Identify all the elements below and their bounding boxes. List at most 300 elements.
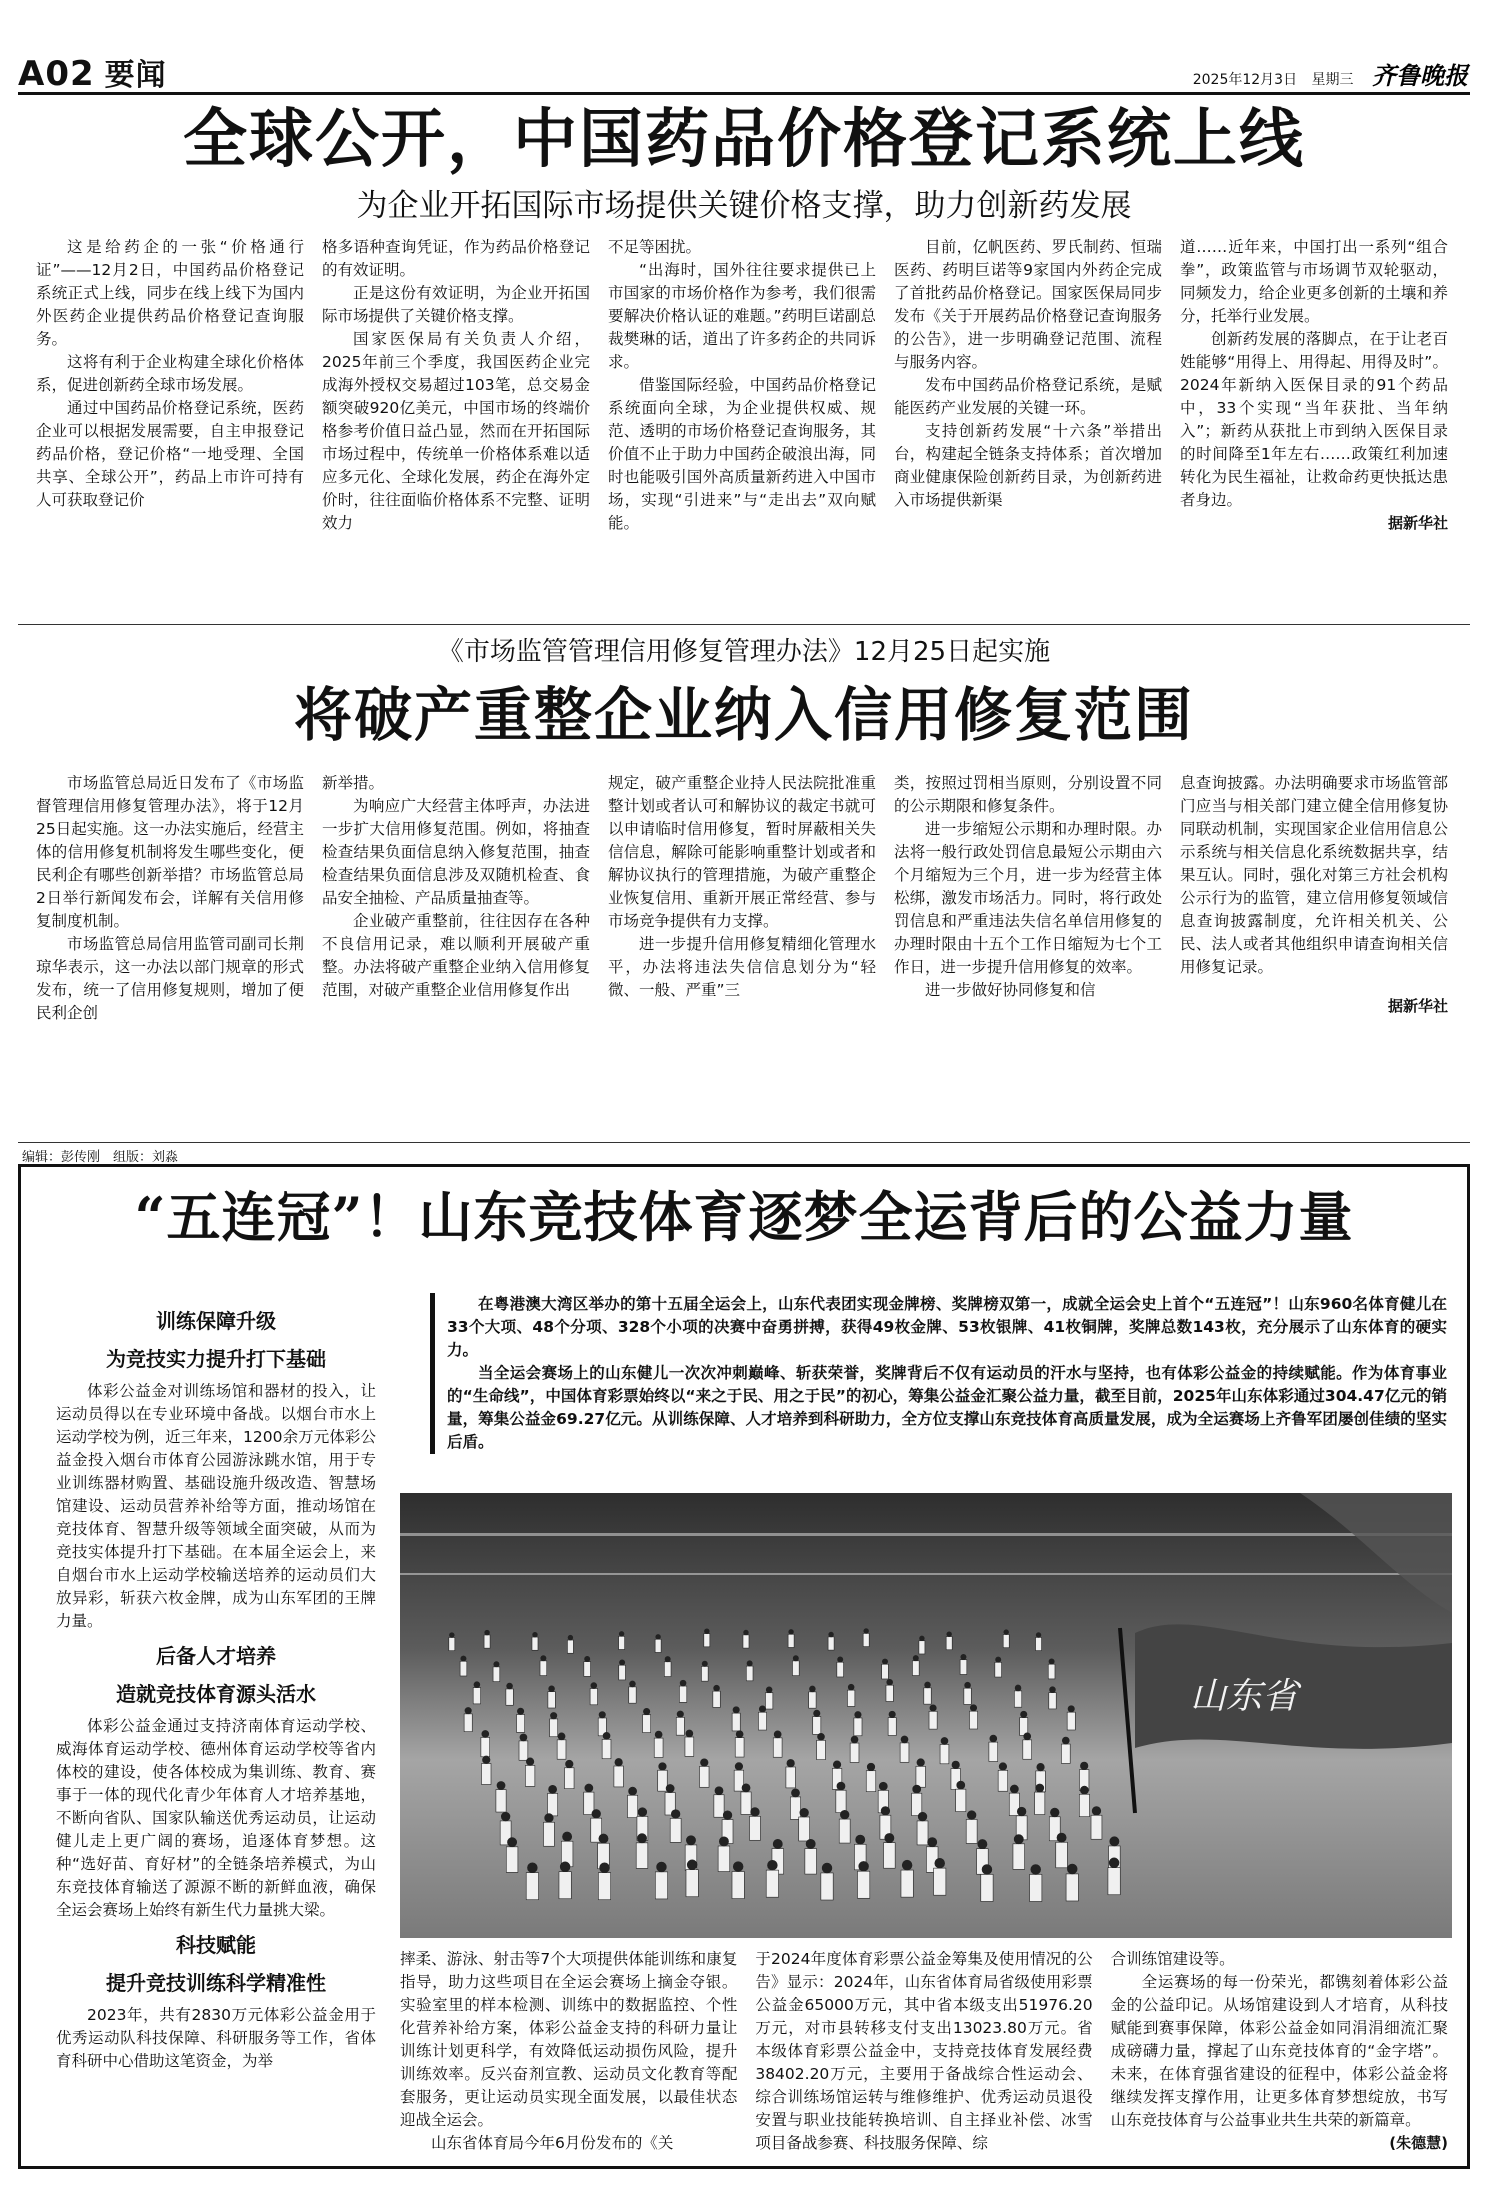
athlete-figure <box>643 1715 651 1733</box>
athlete-head <box>541 1656 546 1661</box>
athlete-figure <box>836 1790 846 1812</box>
section-text: 体彩公益金对训练场馆和器材的投入，让运动员得以在专业环境中备战。以烟台市水上运动学校为例，近三年来，1200余万元体彩公益金投入烟台市体育公园游泳跳水馆，用于专业训练器材购置、基础设施升级改造、智慧场馆建设、运动员营养补给等方面，推动场馆在竞技体育、智慧升级等领域全面突破，从而为竞技实体提升打下基础。在本届全运会上，来自烟台市水上运动学校输送培养的运动员们大放异彩，斩获六枚金牌，成为山东军团的王牌力量。 <box>56 1382 376 1630</box>
athlete-head <box>990 1735 997 1742</box>
athlete-figure <box>664 1662 671 1677</box>
athlete-head <box>565 1760 573 1768</box>
athlete-head <box>665 1656 670 1661</box>
athlete-figure <box>1014 1691 1021 1707</box>
athlete-head <box>742 1784 750 1792</box>
story1-column: 这是给药企的一张“价格通行证”——12月2日，中国药品价格登记系统正式上线，同步在线上线下为国内外医药企业提供药品价格登记查询服务。 这将有利于企业构建全球化价格体系，促进创新药全球市场发展。 通过中国药品价格登记系统，医药企业可以根据发展需要，自主申报登记药品价格，登记价格“一地受理、全国共享、全球公开”，药品上市许可持有人可获取登记价 <box>36 238 304 509</box>
athlete-head <box>549 1686 555 1692</box>
athlete-figure <box>619 1636 625 1649</box>
athlete-figure <box>1056 1842 1068 1868</box>
athlete-figure <box>828 1637 834 1650</box>
athlete-head <box>549 1785 557 1793</box>
athlete-head <box>686 1730 693 1737</box>
athlete-figure <box>857 1871 869 1898</box>
athlete-figure <box>700 1766 710 1787</box>
athlete-figure <box>636 1843 648 1869</box>
story3-lead: 在粤港澳大湾区举办的第十五届全运会上，山东代表团实现金牌榜、奖牌榜双第一，成就全运会史上首个“五连冠”！山东960名体育健儿在33个大项、48个分项、328个小项的决赛中奋勇拼搏，获得49枚金牌、53枚银牌、41枚铜牌，奖牌总数143枚，充分展示了山东体育的硬实力。 当全运会赛场上的山东健儿一次次冲刺巅峰、斩获荣誉，奖牌背后不仅有运动员的汗水与坚持，也有体彩公益金的持续赋能。作为体育事业的“生命线”，中国体育彩票始终以“来之于民、用之于民”的初心，筹集公益金汇聚公益力量，截至目前，2025年山东体彩通过304.47亿元的销量，筹集公益金69.27亿元。从训练保障、人才培养到科研助力，全方位支撑山东竞技体育高质量发展，成为全运赛场上齐鲁军团屡创佳绩的坚实后盾。 <box>430 1293 1447 1454</box>
athlete-figure <box>676 1717 684 1735</box>
athlete-figure <box>998 1770 1008 1791</box>
weekday: 星期三 <box>1311 72 1354 88</box>
athlete-head <box>677 1711 683 1717</box>
athlete-figure <box>1023 1740 1032 1759</box>
section-heading: 训练保障升级 <box>156 1309 276 1333</box>
athlete-figure <box>1066 1874 1078 1901</box>
athlete-head <box>1049 1659 1054 1664</box>
athlete-figure <box>981 1874 993 1901</box>
athlete-head <box>913 1785 921 1793</box>
athlete-figure <box>809 1692 816 1708</box>
athlete-head <box>719 1837 728 1846</box>
athlete-figure <box>567 1640 573 1653</box>
athlete-figure <box>817 1740 826 1759</box>
athlete-head <box>1036 1784 1044 1792</box>
athlete-head <box>1036 1633 1041 1638</box>
athlete-head <box>560 1862 570 1872</box>
athlete-figure <box>956 1789 966 1811</box>
section-heading: 后备人才培养 <box>156 1644 276 1668</box>
athlete-head <box>817 1733 824 1740</box>
athlete-head <box>774 1731 781 1738</box>
athlete-figure <box>917 1821 928 1845</box>
athlete-head <box>791 1789 799 1797</box>
athlete-head <box>585 1784 593 1792</box>
athlete-figure <box>788 1634 794 1647</box>
athlete-head <box>809 1686 815 1692</box>
story1-column: 不足等困扰。 “出海时，国外往往要求提供已上市国家的市场价格作为参考，我们很需要解决价格认证的难题。”药明巨诺副总裁樊琳的话，道出了许多药企的共同诉求。 借鉴国际经验，中国药品价格登记系统面向全球，为企业提供权威、规范、透明的市场价格登记查询服务，其价值不止于助力中国药企破浪出海，同时也能吸引国外高质量新药进入中国市场，实现“引进来”与“走出去”双向赋能。 <box>608 238 876 532</box>
athlete-head <box>800 1808 809 1817</box>
athlete-head <box>913 1655 918 1660</box>
athlete-figure <box>863 1633 869 1646</box>
athlete-figure <box>792 1661 799 1676</box>
athlete-figure <box>1049 1693 1056 1709</box>
athlete-head <box>461 1656 466 1661</box>
athlete-head <box>789 1629 794 1634</box>
athlete-figure <box>526 1873 538 1900</box>
section-name: 要闻 <box>104 58 167 93</box>
athlete-figure <box>718 1846 730 1872</box>
athlete-figure <box>713 1691 720 1707</box>
athlete-head <box>833 1761 841 1769</box>
athlete-figure <box>493 1667 500 1682</box>
athlete-head <box>838 1657 843 1662</box>
athlete-figure <box>540 1661 547 1676</box>
athlete-head <box>603 1732 610 1739</box>
athlete-head <box>656 1634 661 1639</box>
athlete-head <box>591 1683 597 1689</box>
athlete-head <box>449 1633 454 1638</box>
athlete-figure <box>946 1637 952 1650</box>
page-header <box>18 50 167 94</box>
athlete-head <box>1080 1786 1088 1794</box>
athlete-head <box>550 1712 556 1718</box>
athlete-figure <box>598 1873 610 1900</box>
athlete-figure <box>704 1634 710 1647</box>
athlete-figure <box>966 1819 977 1843</box>
athlete-figure <box>934 1868 946 1895</box>
page-number: A02 <box>18 54 95 94</box>
athlete-head <box>887 1679 893 1685</box>
athlete-figure <box>481 1737 490 1756</box>
athlete-figure <box>481 1764 491 1785</box>
athlete-head <box>494 1662 499 1667</box>
athlete-head <box>864 1629 869 1634</box>
section-text: 2023年，共有2830万元体彩公益金用于优秀运动队科技保障、科研服务等工作，省体育科研中心借助这笔资金，为举 <box>56 2006 376 2070</box>
athlete-head <box>736 1731 743 1738</box>
story2-headline: 将破产重整企业纳入信用修复范围 <box>293 681 1194 749</box>
athlete-head <box>822 1863 832 1873</box>
athlete-head <box>638 1808 647 1817</box>
athlete-figure <box>882 1664 889 1679</box>
athlete-figure <box>805 1849 817 1875</box>
athlete-head <box>715 1787 723 1795</box>
athlete-head <box>747 1661 752 1666</box>
athlete-head <box>723 1811 732 1820</box>
newspaper-logo: 齐鲁晚报 <box>1372 62 1468 90</box>
athlete-head <box>619 1660 624 1665</box>
athlete-figure <box>741 1792 751 1814</box>
section-subheading: 为竞技实力提升打下基础 <box>106 1347 326 1371</box>
section-text: 体彩公益金通过支持济南体育运动学校、威海体育运动学校、德州体育运动学校等省内体校的建设，使各体校成为集训练、教育、赛事于一体的现代化青少年体育人才培养基地，不断向省队、国家队输送优秀运动员，让运动健儿走上更广阔的赛场，追逐体育梦想。这种“选好苗、育好材”的全链条培养模式，为山东竞技体育输送了源源不断的新鲜血液，确保全运会赛场上始终有新生代力量挑大梁。 <box>56 1717 376 1919</box>
story2-credit: 据新华社 <box>1387 997 1448 1015</box>
athlete-head <box>1057 1833 1066 1842</box>
athlete-head <box>507 1838 516 1847</box>
athlete-figure <box>888 1718 896 1736</box>
athlete-head <box>787 1759 795 1767</box>
athlete-head <box>957 1781 965 1789</box>
athlete-head <box>1080 1762 1088 1770</box>
athlete-figure <box>473 1688 480 1704</box>
story2-column: 规定，破产重整企业持人民法院批准重整计划或者认可和解协议的裁定书就可以申请临时信用修复，暂时屏蔽相关失信信息，解除可能影响重整计划或者和解协议执行的管理措施，为破产重整企业恢复信用、重新开展正常经营、参与市场竞争提供有力支撑。 进一步提升信用修复精细化管理水平，办法将违法失信信息划分为“轻微、一般、严重”三 <box>608 774 876 999</box>
story-divider <box>18 624 1470 625</box>
athlete-head <box>562 1832 571 1841</box>
athlete-head <box>1050 1808 1059 1817</box>
athlete-figure <box>766 1870 778 1897</box>
story3-bottom <box>400 1948 1448 2164</box>
athlete-head <box>996 1657 1001 1662</box>
athlete-figure <box>746 1666 753 1681</box>
athlete-head <box>533 1632 538 1637</box>
athlete-head <box>867 1763 875 1771</box>
athlete-head <box>526 1758 534 1766</box>
athlete-head <box>751 1808 760 1817</box>
story3-column: 摔柔、游泳、射击等7个大项提供体能训练和康复指导，助力这些项目在全运会赛场上摘金夺银。实验室里的样本检测、训练中的数据监控、个性化营养补给方案，体彩公益金支持的科研力量让训练计划更科学，有效降低运动损伤风险，提升训练效率。反兴奋剂宣教、运动员文化教育等配套服务，更让运动员实现全面发展，以最佳状态迎战全运会。 山东省体育局今年6月份发布的《关 <box>400 1950 738 2152</box>
athlete-figure <box>735 1738 744 1757</box>
athlete-head <box>671 1810 680 1819</box>
athlete-figure <box>837 1662 844 1677</box>
athlete-head <box>592 1809 601 1818</box>
athlete-figure <box>1030 1874 1042 1901</box>
athlete-head <box>501 1812 510 1821</box>
athlete-head <box>687 1860 697 1870</box>
athlete-head <box>881 1807 890 1816</box>
story2-column: 类，按照过罚相当原则，分别设置不同的公示期限和修复条件。 进一步缩短公示期和办理时限。办法将一般行政处罚信息最短公示期由六个月缩短为三个月，进一步为经营主体松绑，激发市场活力。同时，将行政处罚信息和严重违法失信名单信用修复的办理时限由十五个工作日缩短为七个工作日，进一步提升信用修复的效率。 进一步做好协同修复和信 <box>894 774 1162 999</box>
athlete-head <box>902 1860 912 1870</box>
athlete-head <box>889 1711 895 1717</box>
athlete-figure <box>854 1718 862 1736</box>
athlete-figure <box>758 1712 766 1730</box>
athlete-head <box>558 1733 565 1740</box>
story2-column: 新举措。 为响应广大经营主体呼声，办法进一步扩大信用修复范围。例如，将抽查检查结果负面信息纳入修复范围，抽查检查结果负面信息涉及双随机检查、食品安全抽检、产品质量抽查等。 企业破产重整前，往往因存在各种不良信用记录，难以顺利开展破产重整。办法将破产重整企业纳入信用修复范围，对破产重整企业信用修复作出 <box>322 774 590 999</box>
athlete-head <box>759 1706 765 1712</box>
athlete-head <box>1020 1711 1026 1717</box>
athlete-head <box>700 1759 708 1767</box>
athlete-figure <box>532 1637 538 1650</box>
athlete-head <box>474 1682 480 1688</box>
date-bar <box>1193 56 1468 91</box>
athlete-head <box>520 1734 527 1741</box>
athlete-head <box>507 1683 513 1689</box>
athlete-head <box>925 1682 931 1688</box>
athlete-figure <box>550 1719 558 1737</box>
athlete-head <box>1017 1807 1026 1816</box>
athlete-head <box>686 1836 695 1845</box>
athlete-figure <box>1003 1635 1009 1648</box>
athlete-head <box>599 1711 605 1717</box>
athlete-figure <box>714 1795 724 1817</box>
athlete-head <box>704 1629 709 1634</box>
athlete-figure <box>912 1661 919 1676</box>
story1-credit: 据新华社 <box>1387 514 1448 532</box>
header-rule <box>18 92 1470 95</box>
athlete-head <box>965 1682 971 1688</box>
athlete-head <box>637 1834 646 1843</box>
athlete-figure <box>821 1873 833 1900</box>
athlete-head <box>879 1782 887 1790</box>
athlete-figure <box>559 1872 571 1899</box>
athlete-figure <box>565 1768 575 1789</box>
athlete-head <box>733 1862 743 1872</box>
athlete-figure <box>839 1819 850 1843</box>
athlete-head <box>1050 1687 1056 1693</box>
athlete-figure <box>900 1743 909 1762</box>
athlete-figure <box>590 1689 597 1705</box>
athlete-head <box>545 1814 554 1823</box>
story1-column: 格多语种查询凭证，作为药品价格登记的有效证明。 正是这份有效证明，为企业开拓国际市场提供了关键价格支撑。 国家医保局有关负责人介绍，2025年前三个季度，我国医药企业完成海外授权交易超过103笔，总交易金额突破920亿美元，中国市场的终端价格参考价值日益凸显，然而在开拓国际市场过程中，传统单一价格体系难以适应多元化、全球化发展，药企在海外定价时，往往面临价格体系不完整、证明效力 <box>322 238 590 532</box>
athlete-figure <box>732 1713 740 1731</box>
athlete-head <box>918 1812 927 1821</box>
athlete-figure <box>1061 1744 1070 1763</box>
athlete-head <box>947 1632 952 1637</box>
athlete-head <box>848 1684 854 1690</box>
athlete-figure <box>506 1689 513 1705</box>
story3-left-column <box>56 1298 376 2077</box>
athlete-figure <box>1035 1792 1045 1814</box>
athlete-figure <box>602 1739 611 1758</box>
athlete-head <box>1010 1785 1018 1793</box>
athlete-figure <box>506 1847 518 1873</box>
athlete-figure <box>464 1714 472 1732</box>
athlete-figure <box>901 1870 913 1897</box>
athlete-head <box>767 1860 777 1870</box>
athlete-head <box>935 1858 945 1868</box>
athlete-figure <box>685 1737 694 1756</box>
athlete-figure <box>1108 1868 1120 1895</box>
athlete-figure <box>916 1766 926 1787</box>
athlete-head <box>1037 1763 1045 1771</box>
athlete-figure <box>1013 1844 1025 1870</box>
parade-illustration <box>400 1493 1452 1938</box>
athlete-head <box>733 1707 739 1713</box>
athlete-figure <box>989 1742 998 1761</box>
athlete-head <box>568 1635 573 1640</box>
issue-date: 2025年12月3日 <box>1192 72 1298 88</box>
athlete-head <box>1015 1685 1021 1691</box>
athlete-figure <box>773 1738 782 1757</box>
athlete-head <box>666 1784 674 1792</box>
athlete-head <box>1110 1837 1119 1846</box>
athlete-figure <box>655 1872 667 1899</box>
athlete-head <box>885 1833 894 1842</box>
athlete-head <box>961 1654 966 1659</box>
athlete-head <box>482 1730 489 1737</box>
athlete-figure <box>629 1687 636 1703</box>
story3-column: 合训练馆建设等。 全运赛场的每一份荣光，都镌刻着体彩公益金的公益印记。从场馆建设到人才培育，从科技赋能到赛事保障，体彩公益金如同涓涓细流汇聚成磅礴力量，撑起了山东竞技体育的“金字塔”。未来，在体育强省建设的征程中，体彩公益金将继续发挥支撑作用，让更多体育梦想绽放，书写山东竞技体育与公益事业共生共荣的新篇章。 (朱德慧) <box>1111 1948 1448 2164</box>
story2-column: 市场监管总局近日发布了《市场监督管理信用修复管理办法》，将于12月25日起实施。这一办法实施后，经营主体的信用修复机制将发生哪些变化，便民利企有哪些创新举措？市场监管总局2日举行新闻发布会，详解有关信用修复制度机制。 市场监管总局信用监管司副司长荆琼华表示，这一办法以部门规章的形式发布，统一了信用修复规则，增加了便民利企创 <box>36 774 304 1022</box>
athlete-head <box>814 1710 820 1716</box>
athlete-head <box>629 1681 635 1687</box>
athlete-head <box>744 1630 749 1635</box>
athlete-figure <box>799 1817 810 1841</box>
athlete-figure <box>940 1744 949 1763</box>
section-subheading: 造就竞技体育源头活水 <box>116 1682 316 1706</box>
athlete-head <box>930 1705 936 1711</box>
athlete-head <box>1062 1737 1069 1744</box>
athlete-head <box>465 1707 471 1713</box>
athlete-figure <box>670 1818 681 1842</box>
parade-photo <box>400 1493 1452 1938</box>
athlete-head <box>643 1708 649 1714</box>
athlete-head <box>615 1758 623 1766</box>
athlete-figure <box>557 1740 566 1759</box>
athlete-figure <box>886 1685 893 1701</box>
athlete-head <box>920 1636 925 1641</box>
athlete-figure <box>1079 1794 1089 1816</box>
athlete-head <box>967 1811 976 1820</box>
athlete-head <box>1024 1733 1031 1740</box>
athlete-head <box>585 1656 590 1661</box>
athlete-figure <box>584 1662 591 1677</box>
athlete-head <box>766 1687 772 1693</box>
athlete-figure <box>679 1686 686 1702</box>
athlete-figure <box>790 1797 800 1819</box>
story2-kicker: 《市场监管管理信用修复管理办法》12月25日起实施 <box>437 637 1051 667</box>
athlete-head <box>714 1685 720 1691</box>
athlete-head <box>952 1761 960 1769</box>
athlete-head <box>882 1659 887 1664</box>
athlete-figure <box>912 1793 922 1815</box>
editor-credit: 编辑：彭传刚 组版：刘淼 <box>22 1150 179 1165</box>
athlete-figure <box>866 1771 876 1792</box>
athlete-figure <box>619 1665 626 1680</box>
athlete-figure <box>919 1641 925 1654</box>
story3-byline: (朱德慧) <box>1389 2134 1448 2152</box>
athlete-head <box>855 1711 861 1717</box>
athlete-figure <box>525 1765 535 1786</box>
athlete-figure <box>701 1666 708 1681</box>
athlete-figure <box>449 1637 455 1650</box>
athlete-head <box>600 1863 610 1873</box>
athlete-head <box>735 1763 743 1771</box>
athlete-head <box>851 1736 858 1743</box>
athlete-figure <box>1091 1815 1102 1839</box>
athlete-head <box>978 1839 987 1848</box>
athlete-head <box>1031 1865 1041 1875</box>
athlete-head <box>1067 1864 1077 1874</box>
athlete-head <box>941 1737 948 1744</box>
athlete-figure <box>969 1711 977 1729</box>
athlete-head <box>497 1781 505 1789</box>
athlete-figure <box>743 1635 749 1648</box>
athlete-head <box>659 1763 667 1771</box>
athlete-head <box>1092 1807 1101 1816</box>
athlete-figure <box>995 1662 1002 1677</box>
story2-column: 息查询披露。办法明确要求市场监管部门应当与相关部门建立健全信用修复协同联动机制，实现国家企业信用信息公示系统与相关信息化系统数据共享，结果互认。同时，强化对第三方社会机构公示行为的监管，建立信用修复领域信息查询披露制度，允许相关机关、公民、法人或者其他组织申请查询相关信用修复记录。 据新华社 <box>1180 772 1448 1122</box>
athlete-figure <box>960 1660 967 1675</box>
flag-text: 山东省 <box>1190 1676 1299 1717</box>
athlete-head <box>859 1861 869 1871</box>
athlete-head <box>840 1810 849 1819</box>
athlete-figure <box>929 1711 937 1729</box>
athlete-head <box>1109 1858 1119 1868</box>
story1-column: 目前，亿帆医药、罗氏制药、恒瑞医药、药明巨诺等9家国内外药企完成了首批药品价格登记。国家医保局同步发布《关于开展药品价格登记查询服务的公告》，进一步明确登记范围、流程与服务内容。 发布中国药品价格登记系统，是赋能医药产业发展的关键一环。 支持创新药发展“十六条”举措出台，构建起全链条支持体系；首次增加商业健康保险创新药目录，为创新药进入市场提供新渠 <box>894 238 1162 509</box>
athlete-figure <box>517 1715 525 1733</box>
athlete-figure <box>813 1717 821 1735</box>
athlete-head <box>806 1839 815 1848</box>
athlete-head <box>482 1756 490 1764</box>
athlete-figure <box>924 1688 931 1704</box>
athlete-head <box>773 1839 782 1848</box>
athlete-head <box>517 1708 523 1714</box>
story1-subheadline: 为企业开拓国际市场提供关键价格支撑，助力创新药发展 <box>356 188 1132 224</box>
athlete-figure <box>655 1639 661 1652</box>
story1-column: 道……近年来，中国打出一系列“组合拳”，政策监管与市场调节双轮驱动，同频发力，给企业更多创新的土壤和养分，托举行业发展。 创新药发展的落脚点，在于让老百姓能够“用得上、用得起、用得及时”。2024年新纳入医保目录的91个药品中，33个实现“当年获批、当年纳入”；新药从获批上市到纳入医保目录的时间降至1年左右……政策红利加速转化为民生福祉，让救命药更快抵达患者身边。 据新华社 <box>1180 236 1448 606</box>
section-heading: 科技赋能 <box>176 1933 256 1957</box>
athlete-figure <box>786 1767 796 1788</box>
story1-body <box>36 236 1448 606</box>
athlete-figure <box>1036 1637 1042 1650</box>
athlete-head <box>1014 1835 1023 1844</box>
athlete-head <box>829 1632 834 1637</box>
story2-body <box>36 772 1448 1122</box>
athlete-head <box>599 1834 608 1843</box>
section-subheading: 提升竞技训练科学精准性 <box>106 1971 326 1995</box>
athlete-figure <box>548 1692 555 1708</box>
story3-headline: “五连冠”！山东竞技体育逐梦全运背后的公益力量 <box>134 1185 1354 1249</box>
athlete-figure <box>732 1872 744 1899</box>
athlete-figure <box>628 1795 638 1817</box>
story1-headline: 全球公开，中国药品价格登记系统上线 <box>183 102 1305 177</box>
athlete-figure <box>519 1741 528 1760</box>
athlete-head <box>901 1736 908 1743</box>
athlete-head <box>837 1782 845 1790</box>
athlete-head <box>793 1656 798 1661</box>
athlete-figure <box>484 1635 490 1648</box>
athlete-figure <box>1048 1664 1055 1679</box>
athlete-head <box>485 1630 490 1635</box>
editor-rule <box>18 1142 1470 1143</box>
athlete-head <box>657 1862 667 1872</box>
athlete-head <box>970 1705 976 1711</box>
athlete-head <box>1068 1706 1074 1712</box>
athlete-head <box>680 1680 686 1686</box>
athlete-head <box>856 1835 865 1844</box>
athlete-head <box>629 1787 637 1795</box>
athlete-figure <box>614 1766 624 1787</box>
athlete-head <box>527 1863 537 1873</box>
